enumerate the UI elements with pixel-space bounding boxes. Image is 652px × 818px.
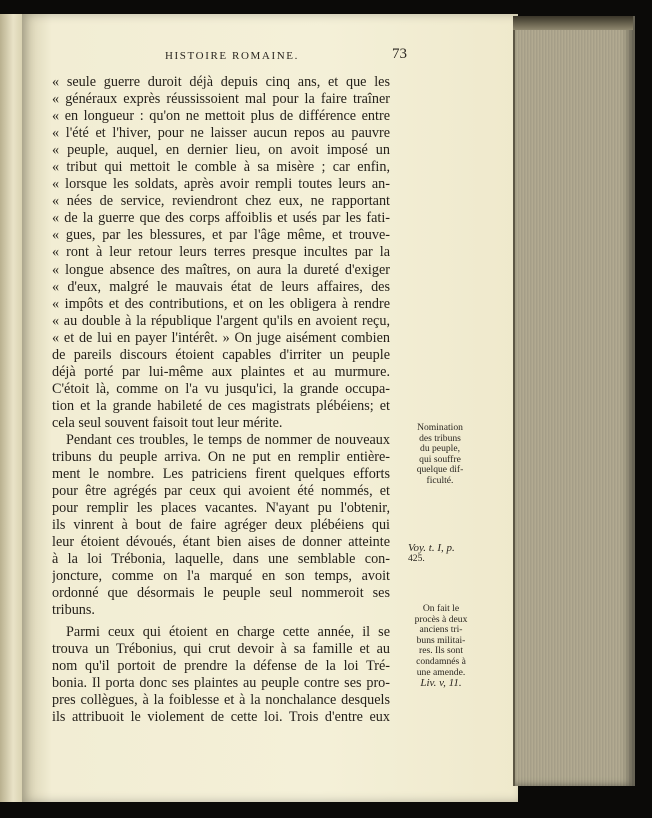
text-line: « généraux exprès réussissoient mal pour la faire traîner (52, 91, 390, 108)
text-line: trouva un Trébonius, qui crut devoir à sa famille et au (52, 640, 390, 657)
margin-note-line: du peuple, (420, 443, 460, 455)
text-line: « lorsque les soldats, après avoir rempli toutes leurs an- (52, 176, 390, 193)
page-block-top (513, 16, 633, 30)
text-line: « tribut qui mettoit le comble à sa misère ; car enfin, (52, 159, 390, 176)
text-line: à la loi Trébonia, laquelle, dans une semblable con- (52, 551, 390, 568)
text-line: « impôts et des contributions, et on les obligera à rendre (52, 295, 390, 312)
text-line: tribuns du peuple arriva. On ne put en remplir entière- (52, 449, 390, 466)
text-line: ils attribuoit le violement de cette loi. Trois d'entre eux (52, 708, 390, 725)
text-line: « longue absence des maîtres, on aura la dureté d'exiger (52, 261, 390, 278)
margin-note-line: Nomination (417, 422, 463, 433)
margin-note-proces (405, 604, 477, 689)
page-block-edge (513, 16, 635, 786)
text-line: ordonné que désormais le peuple seul nommeroit ses (52, 585, 390, 602)
text-line: pres collègues, à la foiblesse et à la nonchalance desquels (52, 691, 390, 708)
text-line: ment le nombre. Les patriciens firent quelques efforts (52, 466, 390, 483)
text-line: ils vinrent à bout de faire agréger deux plébéiens qui (52, 517, 390, 534)
running-title: HISTOIRE ROMAINE. (165, 50, 299, 62)
margin-note-line: procès à deux (414, 613, 468, 625)
text-line: « nées de service, reviendront chez eux, ne rapportant (52, 193, 390, 210)
text-line: « de la guerre que des corps affoiblis et usés par les fati- (52, 210, 390, 227)
page-number: 73 (392, 46, 407, 62)
margin-note-line: res. Ils sont (419, 645, 463, 657)
text-line: joncture, comme on l'a marqué en son temps, avoit (52, 568, 390, 585)
left-page-edge (0, 14, 23, 802)
margin-note-line: anciens tri- (419, 624, 463, 636)
text-line: tribuns. (52, 602, 95, 619)
text-line: Parmi ceux qui étoient en charge cette année, il se (66, 623, 390, 640)
text-line: « d'eux, malgré le mauvais état de leurs affaires, des (52, 278, 390, 295)
text-line: « peuple, auquel, en dernier lieu, on avoit imposé un (52, 142, 390, 159)
margin-note-line: quelque dif- (416, 464, 464, 476)
text-line: « au double à la république l'argent qu'ils en avoient reçu, (52, 312, 390, 329)
margin-note-line: 425. (408, 552, 425, 564)
body-text (52, 74, 390, 726)
margin-note-line: On fait le (422, 603, 460, 614)
margin-note-line: condamnés à (416, 655, 466, 667)
text-line: pour être agrégés par ceux qui avoient été nommés, et (52, 483, 390, 500)
text-line: « en longueur : qu'on ne mettoit plus de différence entre (52, 108, 390, 125)
text-line: leur étoient dévoués, étant bien aises de donner atteinte (52, 534, 390, 551)
margin-note-line: qui souffre (419, 453, 461, 465)
text-line: « seule guerre duroit déjà depuis cinq ans, et que les (52, 74, 390, 90)
margin-note-line: des tribuns (419, 432, 461, 444)
text-line: pour remplir les places vacantes. N'ayant pu l'obtenir, (52, 500, 390, 517)
margin-note-line: buns militai- (416, 634, 466, 646)
text-line: cela seul souvent faisoit tout leur mérite. (52, 414, 283, 431)
text-line: tion et la grande habileté de ces magistrats plébéiens; et (52, 397, 390, 414)
text-line: C'étoit là, comme on l'a vu jusqu'ici, la grande occupa- (52, 380, 390, 397)
text-line: « gues, par les blessures, et par l'âge même, et trouve- (52, 227, 390, 244)
margin-note-line: une amende. (416, 666, 466, 678)
text-line: bonia. Il porta donc ses plaintes au peuple contre ses pro- (52, 674, 390, 691)
margin-note-reference (408, 543, 478, 564)
margin-note-line: Voy. t. I, p. (408, 542, 455, 554)
text-line: nom qu'il portoit de prendre la défense de la loi Tré- (52, 657, 390, 674)
margin-note-line: Liv. v, 11. (420, 677, 462, 690)
text-line: « l'été et l'hiver, pour ne laisser aucun repos au pauvre (52, 125, 390, 142)
margin-note-nomination (405, 423, 475, 487)
text-line: « et de lui en payer l'intérêt. » On juge aisément combien (52, 329, 390, 346)
text-line: « ront à leur retour leurs terres presque incultes par la (52, 244, 390, 261)
text-line: déjà porté par lui-même aux plaintes et au murmure. (52, 363, 390, 380)
text-line: de pareils discours étoient capables d'irriter un peuple (52, 346, 390, 363)
margin-note-line: ficulté. (426, 474, 454, 486)
text-line: Pendant ces troubles, le temps de nommer de nouveaux (66, 431, 390, 448)
